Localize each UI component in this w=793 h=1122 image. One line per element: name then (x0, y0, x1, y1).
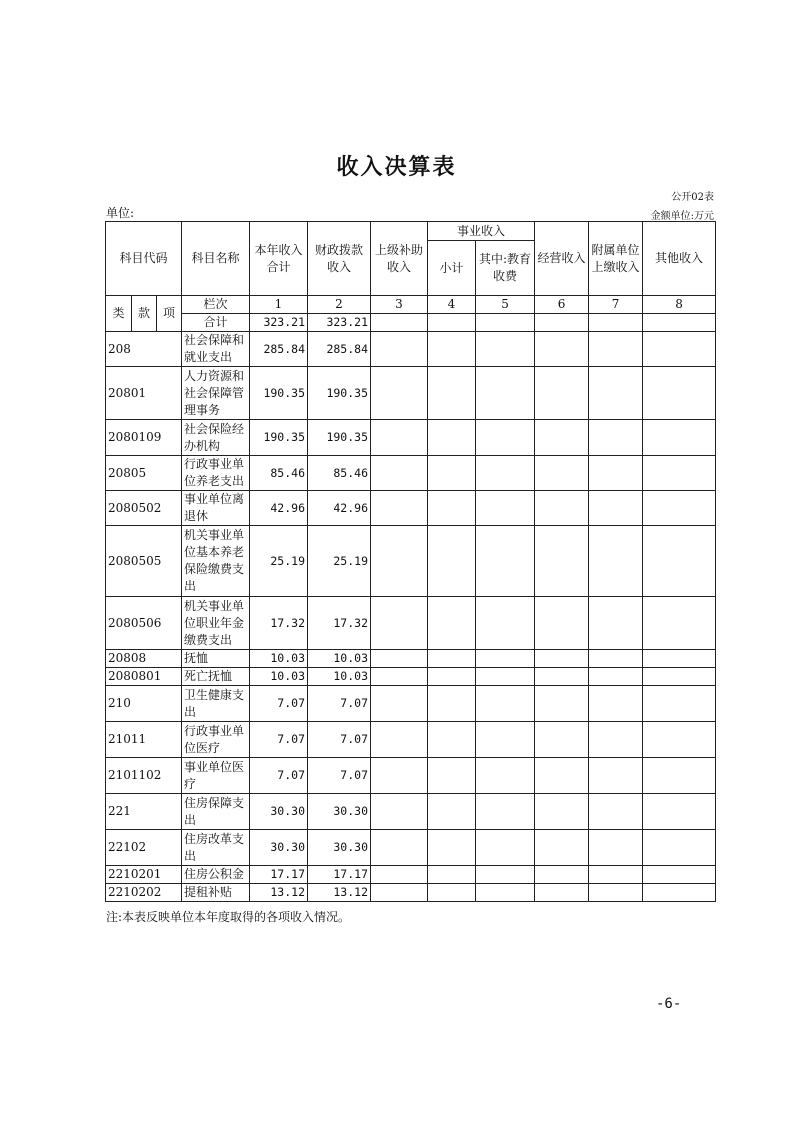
row-name: 住房公积金 (182, 866, 250, 884)
empty-cell (371, 526, 428, 597)
row-total: 42.96 (250, 491, 308, 526)
row-fiscal: 10.03 (308, 650, 371, 668)
empty-cell (428, 491, 476, 526)
empty-cell (428, 686, 476, 722)
empty-cell (371, 686, 428, 722)
row-name: 行政事业单位养老支出 (182, 456, 250, 491)
empty-cell (643, 332, 716, 367)
row-name: 事业单位离退休 (182, 491, 250, 526)
row-name: 事业单位医疗 (182, 758, 250, 794)
empty-cell (589, 456, 643, 491)
row-fiscal: 7.07 (308, 758, 371, 794)
empty-cell (371, 367, 428, 420)
empty-cell (643, 597, 716, 650)
col-num: 2 (308, 296, 371, 314)
row-total: 85.46 (250, 456, 308, 491)
header-kuan: 款 (132, 296, 157, 332)
empty-cell (476, 830, 535, 866)
row-name: 行政事业单位医疗 (182, 722, 250, 758)
row-total: 7.07 (250, 686, 308, 722)
empty-cell (589, 491, 643, 526)
row-fiscal: 85.46 (308, 456, 371, 491)
empty-cell (643, 491, 716, 526)
header-lanci: 栏次 (182, 296, 250, 314)
table-row (106, 866, 716, 884)
row-code: 221 (106, 794, 182, 830)
row-total: 285.84 (250, 332, 308, 367)
row-name: 提租补贴 (182, 884, 250, 902)
empty-cell (535, 597, 589, 650)
row-fiscal: 30.30 (308, 830, 371, 866)
empty-cell (535, 866, 589, 884)
empty-cell (535, 830, 589, 866)
col-num: 3 (371, 296, 428, 314)
header-operating: 经营收入 (535, 222, 589, 296)
empty-cell (476, 456, 535, 491)
empty-cell (535, 332, 589, 367)
empty-cell (535, 526, 589, 597)
empty-cell (643, 794, 716, 830)
row-code: 2080502 (106, 491, 182, 526)
header-other: 其他收入 (643, 222, 716, 296)
empty-cell (371, 830, 428, 866)
table-row (106, 884, 716, 902)
header-xiang: 项 (157, 296, 182, 332)
empty-cell (535, 420, 589, 456)
table-row (106, 332, 716, 367)
empty-cell (476, 668, 535, 686)
row-code: 2101102 (106, 758, 182, 794)
row-total: 30.30 (250, 794, 308, 830)
row-total: 190.35 (250, 367, 308, 420)
header-education: 其中:教育收费 (476, 241, 535, 296)
col-num: 1 (250, 296, 308, 314)
empty-cell (643, 830, 716, 866)
row-total: 7.07 (250, 758, 308, 794)
empty-cell (371, 668, 428, 686)
row-name: 住房保障支出 (182, 794, 250, 830)
empty-cell (643, 686, 716, 722)
total-amount: 323.21 (250, 314, 308, 332)
row-fiscal: 17.32 (308, 597, 371, 650)
row-total: 30.30 (250, 830, 308, 866)
row-code: 20805 (106, 456, 182, 491)
page-title: 收入决算表 (336, 155, 457, 180)
row-fiscal: 10.03 (308, 668, 371, 686)
row-total: 13.12 (250, 884, 308, 902)
row-code: 2080506 (106, 597, 182, 650)
empty-cell (535, 686, 589, 722)
empty-cell (371, 597, 428, 650)
empty-cell (476, 758, 535, 794)
row-code: 20808 (106, 650, 182, 668)
empty-cell (535, 456, 589, 491)
row-name: 卫生健康支出 (182, 686, 250, 722)
empty-cell (589, 650, 643, 668)
empty-cell (643, 650, 716, 668)
empty-cell (643, 758, 716, 794)
empty-cell (371, 491, 428, 526)
empty-cell (428, 866, 476, 884)
footnote: 注:本表反映单位本年度取得的各项收入情况。 (106, 910, 351, 924)
empty-cell (428, 668, 476, 686)
empty-cell (428, 722, 476, 758)
row-name: 死亡抚恤 (182, 668, 250, 686)
income-table (105, 221, 716, 902)
empty-cell (589, 830, 643, 866)
amount-unit: 金额单位:万元 (650, 211, 714, 222)
table-row (106, 597, 716, 650)
row-fiscal: 42.96 (308, 491, 371, 526)
empty-cell (535, 794, 589, 830)
row-name: 人力资源和社会保障管理事务 (182, 367, 250, 420)
col-num: 5 (476, 296, 535, 314)
empty-cell (428, 794, 476, 830)
empty-cell (643, 367, 716, 420)
header-affiliated: 附属单位上缴收入 (589, 222, 643, 296)
row-fiscal: 285.84 (308, 332, 371, 367)
row-total: 17.32 (250, 597, 308, 650)
empty-cell (643, 866, 716, 884)
page-number: -6- (656, 996, 682, 1012)
empty-cell (428, 597, 476, 650)
empty-cell (428, 420, 476, 456)
total-label: 合计 (182, 314, 250, 332)
empty-cell (589, 884, 643, 902)
empty-cell (535, 650, 589, 668)
table-row (106, 420, 716, 456)
row-total: 7.07 (250, 722, 308, 758)
table-row (106, 758, 716, 794)
header-name: 科目名称 (182, 222, 250, 296)
col-num: 4 (428, 296, 476, 314)
empty-cell (589, 668, 643, 686)
row-fiscal: 17.17 (308, 866, 371, 884)
row-code: 2080109 (106, 420, 182, 456)
table-row (106, 526, 716, 597)
row-total: 17.17 (250, 866, 308, 884)
row-total: 10.03 (250, 668, 308, 686)
empty-cell (643, 722, 716, 758)
header-business: 事业收入 (428, 222, 535, 241)
empty-cell (535, 722, 589, 758)
row-code: 210 (106, 686, 182, 722)
row-fiscal: 30.30 (308, 794, 371, 830)
empty-cell (428, 650, 476, 668)
empty-cell (589, 794, 643, 830)
unit-label: 单位: (106, 206, 135, 220)
header-lei: 类 (106, 296, 132, 332)
empty-cell (643, 526, 716, 597)
empty-cell (428, 830, 476, 866)
table-row (106, 668, 716, 686)
row-code: 208 (106, 332, 182, 367)
empty-cell (428, 526, 476, 597)
empty-cell (476, 866, 535, 884)
empty-cell (476, 597, 535, 650)
empty-cell (371, 794, 428, 830)
row-fiscal: 13.12 (308, 884, 371, 902)
row-code: 2080801 (106, 668, 182, 686)
empty-cell (589, 420, 643, 456)
empty-cell (535, 668, 589, 686)
row-fiscal: 7.07 (308, 722, 371, 758)
empty-cell (476, 686, 535, 722)
total-fiscal: 323.21 (308, 314, 371, 332)
empty-cell (535, 758, 589, 794)
row-code: 21011 (106, 722, 182, 758)
empty-cell (476, 420, 535, 456)
empty-cell (589, 597, 643, 650)
col-num: 7 (589, 296, 643, 314)
empty-cell (428, 758, 476, 794)
row-code: 2210201 (106, 866, 182, 884)
empty-cell (589, 367, 643, 420)
empty-cell (371, 332, 428, 367)
empty-cell (476, 526, 535, 597)
empty-cell (371, 884, 428, 902)
empty-cell (589, 758, 643, 794)
empty-cell (371, 758, 428, 794)
row-code: 2080505 (106, 526, 182, 597)
table-row (106, 830, 716, 866)
table-row (106, 650, 716, 668)
row-name: 住房改革支出 (182, 830, 250, 866)
empty-cell (476, 722, 535, 758)
row-name: 社会保障和就业支出 (182, 332, 250, 367)
empty-cell (371, 722, 428, 758)
row-code: 2210202 (106, 884, 182, 902)
row-name: 抚恤 (182, 650, 250, 668)
empty-cell (643, 668, 716, 686)
row-fiscal: 190.35 (308, 367, 371, 420)
empty-cell (476, 332, 535, 367)
empty-cell (643, 420, 716, 456)
empty-cell (535, 367, 589, 420)
header-code: 科目代码 (106, 222, 182, 296)
row-name: 社会保险经办机构 (182, 420, 250, 456)
empty-cell (589, 332, 643, 367)
empty-cell (371, 456, 428, 491)
empty-cell (643, 456, 716, 491)
empty-cell (589, 866, 643, 884)
row-fiscal: 190.35 (308, 420, 371, 456)
empty-cell (428, 456, 476, 491)
empty-cell (371, 650, 428, 668)
table-row (106, 367, 716, 420)
header-subtotal: 小计 (428, 241, 476, 296)
header-fiscal: 财政拨款收入 (308, 222, 371, 296)
row-code: 20801 (106, 367, 182, 420)
table-row (106, 491, 716, 526)
header-total: 本年收入合计 (250, 222, 308, 296)
form-number: 公开02表 (671, 192, 714, 203)
empty-cell (371, 420, 428, 456)
col-num: 8 (643, 296, 716, 314)
col-num: 6 (535, 296, 589, 314)
empty-cell (589, 722, 643, 758)
table-row (106, 456, 716, 491)
empty-cell (535, 491, 589, 526)
table-row (106, 686, 716, 722)
empty-cell (589, 686, 643, 722)
empty-cell (535, 884, 589, 902)
empty-cell (476, 367, 535, 420)
row-name: 机关事业单位基本养老保险缴费支出 (182, 526, 250, 597)
row-total: 190.35 (250, 420, 308, 456)
empty-cell (643, 884, 716, 902)
row-fiscal: 7.07 (308, 686, 371, 722)
empty-cell (476, 650, 535, 668)
empty-cell (476, 491, 535, 526)
row-code: 22102 (106, 830, 182, 866)
empty-cell (476, 884, 535, 902)
row-total: 25.19 (250, 526, 308, 597)
empty-cell (589, 526, 643, 597)
empty-cell (428, 884, 476, 902)
empty-cell (428, 367, 476, 420)
row-total: 10.03 (250, 650, 308, 668)
table-row (106, 722, 716, 758)
empty-cell (476, 794, 535, 830)
row-fiscal: 25.19 (308, 526, 371, 597)
table-row (106, 794, 716, 830)
empty-cell (428, 332, 476, 367)
header-superior: 上级补助收入 (371, 222, 428, 296)
empty-cell (371, 866, 428, 884)
row-name: 机关事业单位职业年金缴费支出 (182, 597, 250, 650)
